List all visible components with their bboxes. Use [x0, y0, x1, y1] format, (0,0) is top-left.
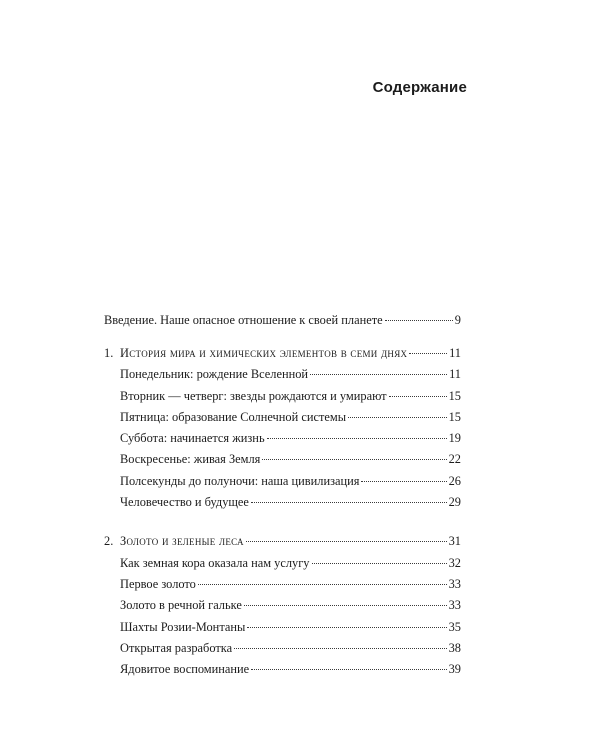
toc-section — [104, 495, 461, 510]
dot-leader — [262, 458, 446, 460]
toc-page-number: 15 — [448, 388, 461, 403]
toc-page-number: 33 — [448, 598, 461, 613]
toc-section — [104, 452, 461, 467]
toc-page-number: 35 — [448, 619, 461, 634]
dot-leader — [310, 373, 447, 375]
chapter-title: История мира и химических элементов в семи днях — [120, 346, 408, 360]
section-title: Как земная кора оказала нам услугу — [120, 555, 310, 570]
toc-page-number: 32 — [448, 555, 461, 570]
section-title: Первое золото — [120, 576, 196, 591]
toc-page-number: 33 — [448, 576, 461, 591]
toc-section — [104, 641, 461, 656]
section-title: Понедельник: рождение Вселенной — [120, 367, 309, 382]
toc-section — [104, 556, 461, 571]
toc-page-number: 26 — [448, 473, 461, 488]
dot-leader — [312, 562, 447, 564]
dot-leader — [234, 647, 446, 649]
section-title: Золото в речной гальке — [120, 598, 242, 613]
toc-page-number: 38 — [448, 640, 461, 655]
section-title: Полсекунды до полуночи: наша цивилизация — [120, 473, 360, 488]
dot-leader — [385, 319, 453, 321]
toc-section — [104, 662, 461, 677]
dot-leader — [244, 604, 447, 606]
toc-page-number: 9 — [454, 313, 461, 327]
dot-leader — [389, 395, 447, 397]
toc-entry-intro — [104, 313, 461, 328]
section-title: Вторник — четверг: звезды рождаются и умирают — [120, 388, 387, 403]
dot-leader — [348, 416, 447, 418]
toc-section — [104, 577, 461, 592]
dot-leader — [198, 583, 447, 585]
section-title: Суббота: начинается жизнь — [120, 431, 265, 446]
dot-leader — [246, 540, 447, 542]
toc-section — [104, 598, 461, 613]
table-of-contents — [104, 313, 461, 683]
toc-chapter-2 — [104, 534, 461, 549]
section-title: Ядовитое воспоминание — [120, 662, 250, 677]
section-title: Пятница: образование Солнечной системы — [120, 409, 347, 424]
toc-page-number: 11 — [449, 367, 461, 382]
toc-section — [104, 410, 461, 425]
chapter-number: 1. — [104, 346, 114, 360]
section-title: Человечество и будущее — [120, 495, 249, 510]
toc-section — [104, 367, 461, 382]
toc-section — [104, 389, 461, 404]
chapter-gap — [104, 516, 461, 534]
dot-leader — [361, 480, 446, 482]
toc-section — [104, 431, 461, 446]
section-title: Воскресенье: живая Земля — [120, 452, 261, 467]
toc-page-number: 22 — [448, 452, 461, 467]
dot-leader — [267, 437, 447, 439]
page-title: Содержание — [372, 79, 467, 96]
toc-page-number: 19 — [448, 431, 461, 446]
toc-page-number: 31 — [448, 534, 461, 549]
toc-entry-text: Введение. Наше опасное отношение к своей планете — [104, 313, 383, 327]
chapter-title: Золото и зеленые леса — [120, 534, 244, 549]
toc-page-number: 29 — [448, 495, 461, 510]
dot-leader — [251, 668, 446, 670]
toc-page-number: 39 — [448, 662, 461, 677]
toc-page-number: 11 — [449, 346, 461, 360]
section-title: Открытая разработка — [120, 640, 233, 655]
toc-section — [104, 474, 461, 489]
toc-page-number: 15 — [448, 409, 461, 424]
toc-chapter-1 — [104, 346, 461, 361]
dot-leader — [247, 626, 446, 628]
dot-leader — [409, 352, 447, 354]
dot-leader — [251, 501, 447, 503]
chapter-number: 2. — [104, 534, 114, 549]
toc-section — [104, 620, 461, 635]
section-title: Шахты Розии-Монтаны — [120, 619, 246, 634]
